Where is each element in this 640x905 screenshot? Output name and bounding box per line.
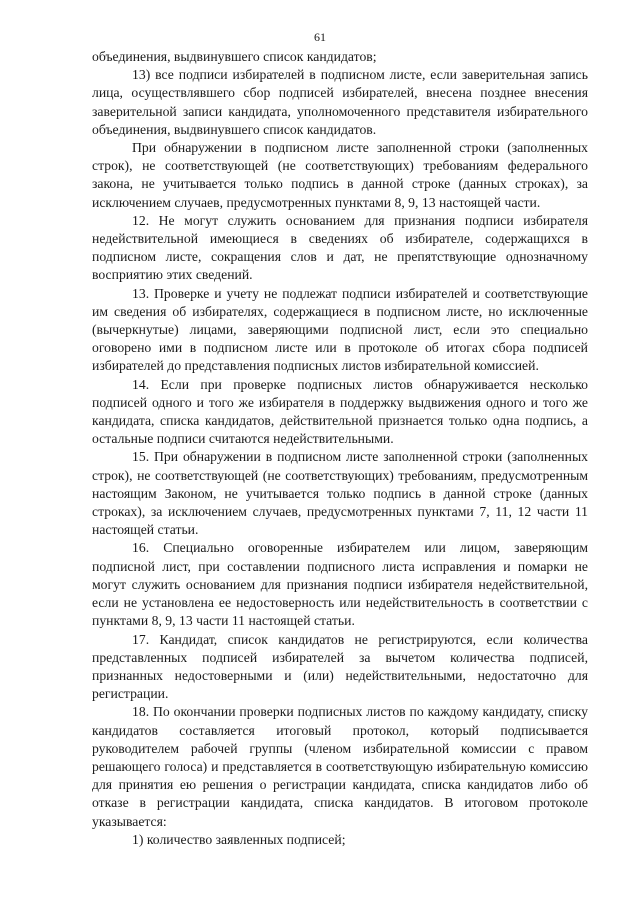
paragraph-clause-17: 17. Кандидат, список кандидатов не регистрируются, если количества представленных подписей избирателей за вычетом количества подписей, признанных недостоверными и (или) недействительными, недостаточно для регистрации. bbox=[92, 631, 588, 702]
paragraph-clause-13: 13. Проверке и учету не подлежат подписи избирателей и соответствующие им сведения об избирателях, содержащиеся в подписном листе, но исключенные (вычеркнутые) лицами, заверяющими подписной лист, если это специально оговорено ими в подписном листе или в протоколе об итогах сбора подписей избирателей до представления подписных листов избирательной комиссией. bbox=[92, 285, 588, 374]
paragraph-continuation: объединения, выдвинувшего список кандидатов; bbox=[92, 49, 377, 64]
paragraph-list-item-1: 1) количество заявленных подписей; bbox=[132, 831, 346, 847]
paragraph-item-13: 13) все подписи избирателей в подписном листе, если заверительная запись лица, осуществлявшего сбор подписей избирателей, внесена позднее внесения заверительной записи кандидата, уполномоченного представителя избирательного объединения, выдвинувшего список кандидатов. bbox=[92, 67, 588, 137]
paragraph-clause-14: 14. Если при проверке подписных листов обнаруживается несколько подписей одного и того же избирателя в поддержку выдвижения одного и того же кандидата, списка кандидатов, действительной признается только одна подпись, а остальные подписи считаются недействительными. bbox=[92, 376, 588, 447]
paragraph-invalid-row-note: При обнаружении в подписном листе заполненной строки (заполненных строк), не соответствующей (не соответствующих) требованиям федерального закона, не учитывается только подпись в данной строке (данных строках), за исключением случаев, предусмотренных пунктами 8, 9, 13 настоящей части. bbox=[92, 140, 588, 210]
paragraph-clause-15: 15. При обнаружении в подписном листе заполненной строки (заполненных строк), не соответствующей (не соответствующих) требованиям, предусмотренным настоящим Законом, не учитывается только подпись в данной строке (данных строках), за исключением случаев, предусмотренных пунктами 7, 11, 12 части 11 настоящей статьи. bbox=[92, 449, 588, 538]
paragraph-clause-16: 16. Специально оговоренные избирателем или лицом, заверяющим подписной лист, при составлении подписного листа исправления и помарки не могут служить основанием для признания подписи избирателя недействительной, если не установлена ее недостоверность или недействительность в соответствии с пунктами 8, 9, 13 части 11 настоящей статьи. bbox=[92, 540, 588, 629]
document-body bbox=[92, 48, 588, 849]
page-number: 61 bbox=[314, 30, 326, 44]
paragraph-clause-12: 12. Не могут служить основанием для признания подписи избирателя недействительной имеющиеся в сведениях об избирателе, содержащихся в подписном листе, сокращения слов и дат, не препятствующие однозначному восприятию этих сведений. bbox=[92, 212, 588, 283]
paragraph-clause-18: 18. По окончании проверки подписных листов по каждому кандидату, списку кандидатов составляется итоговый протокол, который подписывается руководителем рабочей группы (членом избирательной комиссии с правом решающего голоса) и представляется в соответствующую избирательную комиссию для принятия ею решения о регистрации кандидата, списка кандидатов либо об отказе в регистрации кандидата, списка кандидатов. В итоговом протоколе указывается: bbox=[92, 704, 588, 829]
